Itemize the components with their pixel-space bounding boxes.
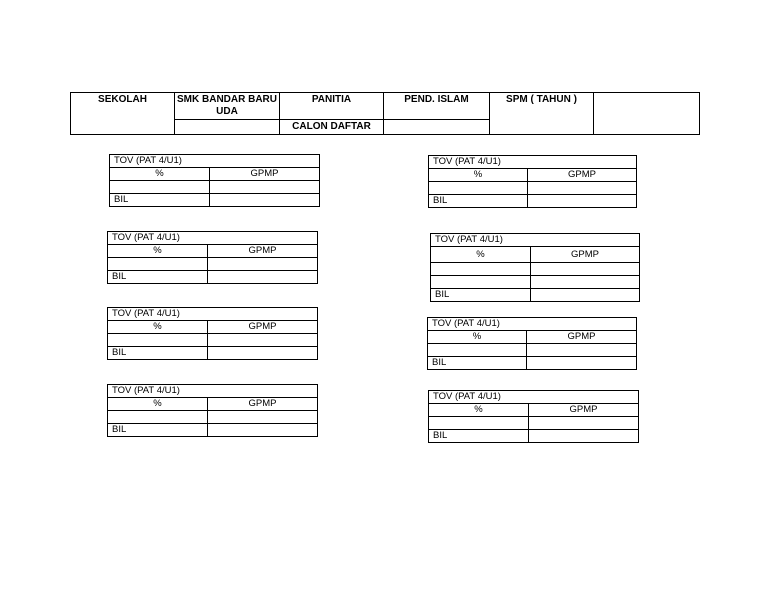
percent-header: % (429, 404, 529, 417)
tov-table-7 (107, 384, 318, 437)
extra-row-cell (531, 276, 640, 289)
bil-value (528, 195, 637, 208)
tov-title: TOV (PAT 4/U1) (110, 155, 320, 168)
spm-label: SPM ( TAHUN ) (490, 93, 594, 135)
gpmp-value (210, 181, 320, 194)
gpmp-value (208, 334, 318, 347)
panitia-value: PEND. ISLAM (384, 93, 490, 120)
bil-label: BIL (108, 424, 208, 437)
percent-header: % (431, 247, 531, 263)
tov-title: TOV (PAT 4/U1) (428, 318, 637, 331)
bil-label: BIL (429, 430, 529, 443)
gpmp-value (527, 344, 637, 357)
tov-table-1 (109, 154, 320, 207)
gpmp-header: GPMP (208, 245, 318, 258)
tov-title: TOV (PAT 4/U1) (431, 234, 640, 247)
percent-value (428, 344, 527, 357)
tov-table-6 (427, 317, 637, 370)
empty-cell-1 (175, 120, 280, 135)
bil-label: BIL (110, 194, 210, 207)
percent-header: % (110, 168, 210, 181)
percent-header: % (108, 321, 208, 334)
bil-value (208, 424, 318, 437)
gpmp-value (529, 417, 639, 430)
gpmp-header: GPMP (528, 169, 637, 182)
bil-label: BIL (428, 357, 527, 370)
percent-header: % (429, 169, 528, 182)
bil-label: BIL (108, 271, 208, 284)
header-info-table (70, 92, 700, 135)
extra-row-cell (431, 276, 531, 289)
tov-title: TOV (PAT 4/U1) (429, 391, 639, 404)
percent-value (108, 334, 208, 347)
sekolah-value: SMK BANDAR BARU UDA (175, 93, 280, 120)
calon-daftar-label: CALON DAFTAR (280, 120, 384, 135)
gpmp-header: GPMP (208, 398, 318, 411)
bil-label: BIL (108, 347, 208, 360)
bil-label: BIL (429, 195, 528, 208)
percent-header: % (108, 398, 208, 411)
bil-value (527, 357, 637, 370)
gpmp-header: GPMP (531, 247, 640, 263)
percent-value (108, 258, 208, 271)
spm-value (594, 93, 700, 135)
sekolah-label: SEKOLAH (71, 93, 175, 135)
tov-table-8 (428, 390, 639, 443)
tov-title: TOV (PAT 4/U1) (429, 156, 637, 169)
bil-value (208, 347, 318, 360)
percent-value (108, 411, 208, 424)
tov-table-4 (430, 233, 640, 302)
bil-label: BIL (431, 289, 531, 302)
gpmp-value (208, 258, 318, 271)
tov-table-5 (107, 307, 318, 360)
panitia-label: PANITIA (280, 93, 384, 120)
bil-value (531, 289, 640, 302)
gpmp-header: GPMP (527, 331, 637, 344)
calon-daftar-value (384, 120, 490, 135)
gpmp-value (531, 263, 640, 276)
bil-value (210, 194, 320, 207)
percent-value (429, 182, 528, 195)
percent-value (110, 181, 210, 194)
tov-title: TOV (PAT 4/U1) (108, 308, 318, 321)
gpmp-value (528, 182, 637, 195)
tov-table-3 (107, 231, 318, 284)
percent-header: % (108, 245, 208, 258)
gpmp-header: GPMP (210, 168, 320, 181)
gpmp-header: GPMP (529, 404, 639, 417)
tov-title: TOV (PAT 4/U1) (108, 232, 318, 245)
tov-table-2 (428, 155, 637, 208)
gpmp-value (208, 411, 318, 424)
tov-title: TOV (PAT 4/U1) (108, 385, 318, 398)
percent-value (429, 417, 529, 430)
bil-value (529, 430, 639, 443)
gpmp-header: GPMP (208, 321, 318, 334)
bil-value (208, 271, 318, 284)
percent-value (431, 263, 531, 276)
percent-header: % (428, 331, 527, 344)
